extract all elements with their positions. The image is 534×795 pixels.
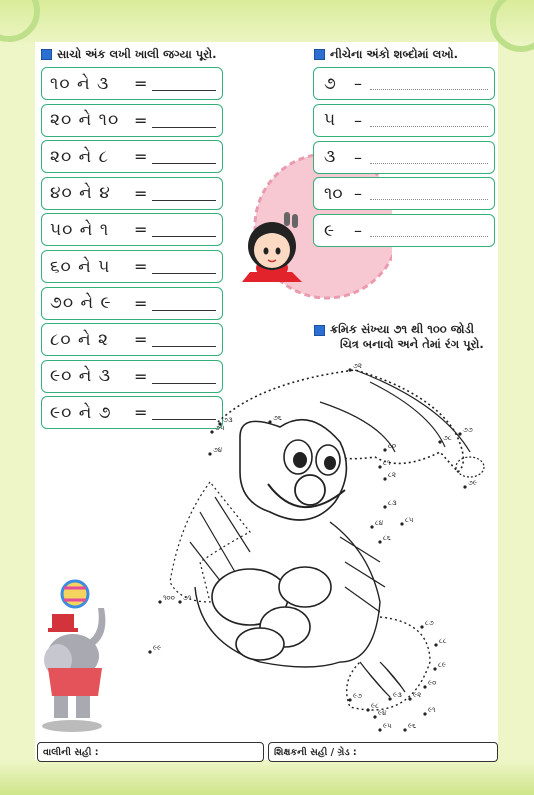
section3-heading-line2: ચિત્ર બનાવો અને તેમાં રંગ પૂરો. bbox=[340, 337, 484, 351]
dot-point bbox=[378, 728, 381, 731]
row-number: ૫ bbox=[324, 110, 336, 131]
dot-point bbox=[348, 698, 351, 701]
dot-point bbox=[383, 505, 386, 508]
row-expression: ૯૦ ને ૩ bbox=[50, 366, 112, 387]
dot-number-label: ૯૫ bbox=[383, 722, 392, 730]
dot-number-label: ૯૬ bbox=[408, 722, 417, 730]
dot-number-label: ૯૯ bbox=[153, 644, 162, 652]
section2-heading-text: નીચેના અંકો શબ્દોમાં લખો. bbox=[330, 47, 459, 61]
dot-number-label: ૭૫ bbox=[215, 424, 225, 432]
fill-blank-row bbox=[41, 250, 223, 283]
dot-point bbox=[403, 728, 406, 731]
dot-number-label: ૮૦ bbox=[388, 442, 397, 450]
dot-number-label: ૮૬ bbox=[383, 534, 391, 542]
fill-blank-row bbox=[41, 177, 223, 210]
dot-point bbox=[366, 708, 369, 711]
dot-point bbox=[378, 465, 381, 468]
dot-point bbox=[383, 477, 386, 480]
section3-heading-line1: ક્રમિક સંખ્યા ૭૧ થી ૧૦૦ જોડી bbox=[330, 322, 475, 336]
dot-point bbox=[370, 525, 373, 528]
equals-sign: = bbox=[134, 110, 148, 130]
row-dash: – bbox=[354, 110, 362, 130]
equals-sign: = bbox=[134, 366, 148, 386]
equals-sign: = bbox=[134, 257, 148, 276]
dot-point bbox=[348, 368, 351, 371]
dot-point bbox=[463, 485, 466, 488]
row-number: ૧૦ bbox=[324, 183, 343, 204]
dot-number-label: ૯૭ bbox=[353, 692, 363, 700]
parent-signature-box[interactable] bbox=[37, 742, 264, 762]
section1-heading bbox=[41, 47, 216, 62]
row-number: ૯ bbox=[324, 220, 335, 241]
elephant-illustration-icon bbox=[40, 578, 130, 738]
dot-number-label: ૮૪ bbox=[375, 519, 384, 527]
answer-dotted-line[interactable] bbox=[370, 236, 488, 237]
answer-blank[interactable] bbox=[152, 90, 216, 91]
section2-heading bbox=[314, 47, 458, 62]
row-expression: ૬૦ ને ૫ bbox=[50, 256, 111, 277]
bullet-square-icon bbox=[314, 49, 325, 60]
dot-number-label: ૭૨ bbox=[353, 362, 362, 370]
dot-number-label: ૮૮ bbox=[439, 637, 447, 645]
fill-blank-row bbox=[41, 67, 223, 100]
number-word-row bbox=[313, 214, 495, 247]
row-number: ૩ bbox=[324, 147, 336, 168]
dot-point bbox=[388, 697, 391, 700]
equals-sign: = bbox=[134, 403, 148, 423]
equals-sign: = bbox=[134, 74, 148, 93]
dot-number-label: ૯૪ bbox=[378, 709, 387, 717]
dot-number-label: ૮૫ bbox=[405, 516, 414, 524]
dot-point bbox=[433, 667, 436, 670]
dot-number-label: ૭૭ bbox=[463, 426, 473, 434]
teacher-signature-box[interactable] bbox=[268, 742, 498, 762]
dot-number-label: ૭૬ bbox=[273, 414, 282, 422]
fill-blank-row bbox=[41, 323, 223, 356]
bullet-square-icon bbox=[41, 49, 52, 60]
bullet-square-icon bbox=[314, 325, 325, 336]
dot-point bbox=[158, 600, 161, 603]
dot-point bbox=[210, 430, 213, 433]
dot-number-label: ૮૯ bbox=[438, 661, 446, 669]
section3-heading bbox=[314, 322, 484, 352]
answer-dotted-line[interactable] bbox=[370, 199, 488, 200]
equals-sign: = bbox=[134, 183, 148, 203]
dot-number-label: ૮૧ bbox=[383, 459, 391, 467]
fill-blank-row bbox=[41, 213, 223, 246]
dot-point bbox=[438, 440, 441, 443]
page-frame-top bbox=[0, 0, 534, 48]
dot-number-label: ૯૩ bbox=[393, 691, 402, 699]
dot-number-label: ૭૯ bbox=[468, 479, 478, 487]
row-expression: ૧૦ ને ૩ bbox=[50, 73, 110, 94]
dot-point bbox=[208, 452, 211, 455]
clown-dot-to-dot-icon bbox=[140, 362, 500, 737]
equals-sign: = bbox=[134, 147, 148, 167]
answer-blank[interactable] bbox=[152, 273, 216, 274]
number-word-row bbox=[313, 141, 495, 174]
dot-number-label: ૧૦૦ bbox=[163, 594, 175, 602]
answer-dotted-line[interactable] bbox=[370, 126, 488, 127]
section1-heading-text: સાચો અંક લખી ખાલી જગ્યા પૂરો. bbox=[57, 47, 217, 61]
row-dash: – bbox=[354, 184, 362, 204]
row-dash: – bbox=[354, 74, 362, 93]
dot-number-label: ૭૧ bbox=[183, 594, 192, 602]
row-expression: ૨૦ ને ૮ bbox=[50, 146, 110, 167]
answer-blank[interactable] bbox=[152, 127, 216, 128]
dot-number-label: ૭૮ bbox=[443, 434, 452, 442]
row-expression: ૨૦ ને ૧૦ bbox=[50, 110, 120, 131]
dot-number-label: ૮૩ bbox=[388, 499, 397, 507]
number-word-row bbox=[313, 67, 495, 100]
dot-point bbox=[373, 715, 376, 718]
teacher-signature-label: શિક્ષકની સહી / ગ્રેડ : bbox=[274, 746, 357, 758]
dot-point bbox=[383, 448, 386, 451]
dot-point bbox=[423, 685, 426, 688]
row-expression: ૫૦ ને ૧ bbox=[50, 219, 110, 240]
dot-number-label: ૯૮ bbox=[371, 702, 379, 710]
dot-number-label: ૯૨ bbox=[413, 691, 422, 699]
dot-number-label: ૭૩ bbox=[223, 416, 233, 424]
dot-number-label: ૯૧ bbox=[428, 706, 436, 714]
dot-number-label: ૯૦ bbox=[428, 679, 437, 687]
dot-point bbox=[178, 600, 181, 603]
answer-dotted-line[interactable] bbox=[370, 163, 488, 164]
dot-point bbox=[434, 643, 437, 646]
row-dash: – bbox=[354, 221, 362, 241]
dot-point bbox=[378, 540, 381, 543]
number-word-row bbox=[313, 104, 495, 137]
row-expression: ૪૦ ને ૪ bbox=[50, 183, 111, 204]
answer-blank[interactable] bbox=[152, 236, 216, 237]
answer-blank[interactable] bbox=[152, 310, 216, 311]
answer-blank[interactable] bbox=[152, 200, 216, 201]
equals-sign: = bbox=[134, 220, 148, 240]
dot-point bbox=[148, 650, 151, 653]
parent-signature-label: વાલીની સહી : bbox=[43, 746, 99, 758]
row-expression: ૮૦ ને ૨ bbox=[50, 329, 110, 350]
dot-point bbox=[408, 697, 411, 700]
dot-point bbox=[458, 432, 461, 435]
equals-sign: = bbox=[134, 293, 148, 313]
fill-blank-row bbox=[41, 104, 223, 137]
row-dash: – bbox=[354, 147, 362, 167]
page-frame-bottom bbox=[0, 760, 534, 795]
dot-number-label: ૮૨ bbox=[388, 471, 396, 479]
row-number: ૭ bbox=[324, 73, 336, 94]
row-expression: ૭૦ ને ૯ bbox=[50, 293, 112, 314]
answer-blank[interactable] bbox=[152, 163, 216, 164]
dot-number-label: ૭૪ bbox=[213, 446, 223, 454]
equals-sign: = bbox=[134, 330, 148, 350]
dot-point bbox=[423, 712, 426, 715]
dot-point bbox=[400, 522, 403, 525]
dot-number-label: ૮૭ bbox=[425, 619, 434, 627]
answer-blank[interactable] bbox=[152, 346, 216, 347]
number-word-row bbox=[313, 177, 495, 210]
fill-blank-row bbox=[41, 140, 223, 173]
dot-point bbox=[268, 420, 271, 423]
answer-dotted-line[interactable] bbox=[370, 89, 488, 90]
fill-blank-row bbox=[41, 287, 223, 320]
dot-point bbox=[420, 625, 423, 628]
row-expression: ૯૦ ને ૭ bbox=[50, 402, 112, 423]
